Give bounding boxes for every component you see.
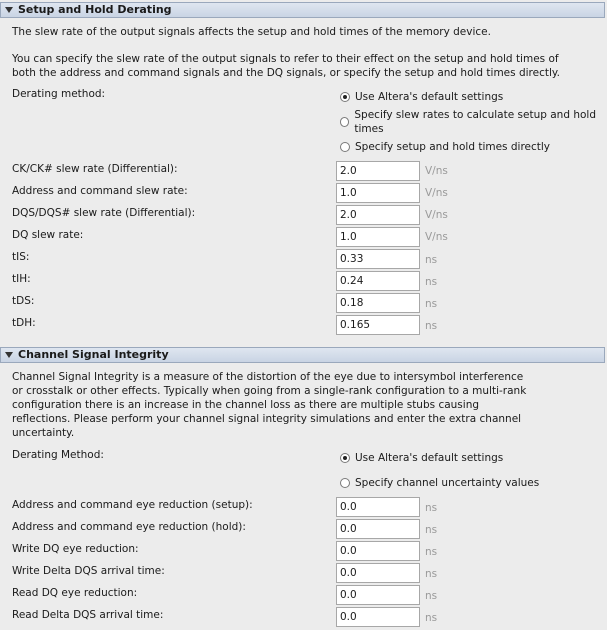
addr-cmd-slew-input[interactable]	[336, 183, 420, 203]
radio-label: Use Altera's default settings	[355, 91, 504, 103]
tis-input[interactable]	[336, 249, 420, 269]
radio-label: Use Altera's default settings	[355, 452, 504, 464]
csi-description-line: configuration there is an increase in the channel loss as there are multiple stubs causing	[12, 399, 480, 411]
write-dq-eye-label: Write DQ eye reduction:	[12, 543, 139, 555]
unit-label: ns	[425, 276, 438, 288]
dq-slew-input[interactable]	[336, 227, 420, 247]
unit-label: ns	[425, 298, 438, 310]
csi-description-line: or crosstalk or other effects. Typically when going from a single-rank configuration to a multi-rank	[12, 385, 527, 397]
derating-description: The slew rate of the output signals affects the setup and hold times of the memory device.	[12, 26, 491, 38]
csi-description-line: Channel Signal Integrity is a measure of the distortion of the eye due to intersymbol interference	[12, 371, 524, 383]
radio-unselected-icon	[340, 142, 350, 152]
unit-label: ns	[425, 590, 438, 602]
ck-slew-label: CK/CK# slew rate (Differential):	[12, 163, 178, 175]
tis-label: tIS:	[12, 251, 30, 263]
unit-label: ns	[425, 254, 438, 266]
unit-label: ns	[425, 568, 438, 580]
csi-description-line: reflections. Please perform your channel signal integrity simulations and enter the extra channel	[12, 413, 522, 425]
unit-label: ns	[425, 524, 438, 536]
section-title: Setup and Hold Derating	[18, 3, 172, 16]
section-header-derating[interactable]	[0, 2, 605, 18]
radio-label: Specify setup and hold times directly	[355, 141, 551, 153]
dqs-slew-label: DQS/DQS# slew rate (Differential):	[12, 207, 196, 219]
unit-label: ns	[425, 502, 438, 514]
radio-csi-default-settings[interactable]	[340, 451, 503, 465]
radio-unselected-icon	[340, 117, 349, 127]
write-dq-eye-input[interactable]	[336, 541, 420, 561]
unit-label: V/ns	[425, 209, 448, 221]
radio-specify-slew-rates[interactable]	[340, 109, 607, 135]
read-dq-eye-input[interactable]	[336, 585, 420, 605]
radio-selected-icon	[340, 453, 350, 463]
addr-cmd-eye-setup-input[interactable]	[336, 497, 420, 517]
unit-label: ns	[425, 320, 438, 332]
tdh-input[interactable]	[336, 315, 420, 335]
radio-label: Specify slew rates to calculate setup and hold times	[354, 109, 596, 135]
unit-label: ns	[425, 546, 438, 558]
radio-csi-specify-uncertainty[interactable]	[340, 476, 539, 490]
dqs-slew-input[interactable]	[336, 205, 420, 225]
radio-unselected-icon	[340, 478, 350, 488]
dq-slew-label: DQ slew rate:	[12, 229, 84, 241]
read-delta-dqs-input[interactable]	[336, 607, 420, 627]
write-delta-dqs-label: Write Delta DQS arrival time:	[12, 565, 165, 577]
addr-cmd-eye-hold-input[interactable]	[336, 519, 420, 539]
radio-label: Specify channel uncertainty values	[355, 477, 540, 489]
tds-input[interactable]	[336, 293, 420, 313]
radio-selected-icon	[340, 92, 350, 102]
section-title: Channel Signal Integrity	[18, 348, 169, 361]
derating-method-label: Derating method:	[12, 88, 106, 100]
addr-cmd-slew-label: Address and command slew rate:	[12, 185, 188, 197]
unit-label: V/ns	[425, 231, 448, 243]
addr-cmd-eye-setup-label: Address and command eye reduction (setup):	[12, 499, 253, 511]
csi-method-label: Derating Method:	[12, 449, 104, 461]
tih-input[interactable]	[336, 271, 420, 291]
section-header-csi[interactable]	[0, 347, 605, 363]
unit-label: V/ns	[425, 187, 448, 199]
addr-cmd-eye-hold-label: Address and command eye reduction (hold):	[12, 521, 246, 533]
read-delta-dqs-label: Read Delta DQS arrival time:	[12, 609, 164, 621]
read-dq-eye-label: Read DQ eye reduction:	[12, 587, 138, 599]
tih-label: tIH:	[12, 273, 31, 285]
derating-description-2a: You can specify the slew rate of the output signals to refer to their effect on the setup and hold times of	[12, 53, 559, 65]
radio-default-settings[interactable]	[340, 90, 503, 104]
collapse-triangle-icon[interactable]	[5, 7, 13, 13]
unit-label: V/ns	[425, 165, 448, 177]
csi-description-line: uncertainty.	[12, 427, 75, 439]
radio-specify-setup-hold[interactable]	[340, 140, 550, 154]
derating-description-2b: both the address and command signals and the DQ signals, or specify the setup and hold times directly.	[12, 67, 560, 79]
tdh-label: tDH:	[12, 317, 36, 329]
tds-label: tDS:	[12, 295, 35, 307]
ck-slew-input[interactable]	[336, 161, 420, 181]
write-delta-dqs-input[interactable]	[336, 563, 420, 583]
unit-label: ns	[425, 612, 438, 624]
collapse-triangle-icon[interactable]	[5, 352, 13, 358]
